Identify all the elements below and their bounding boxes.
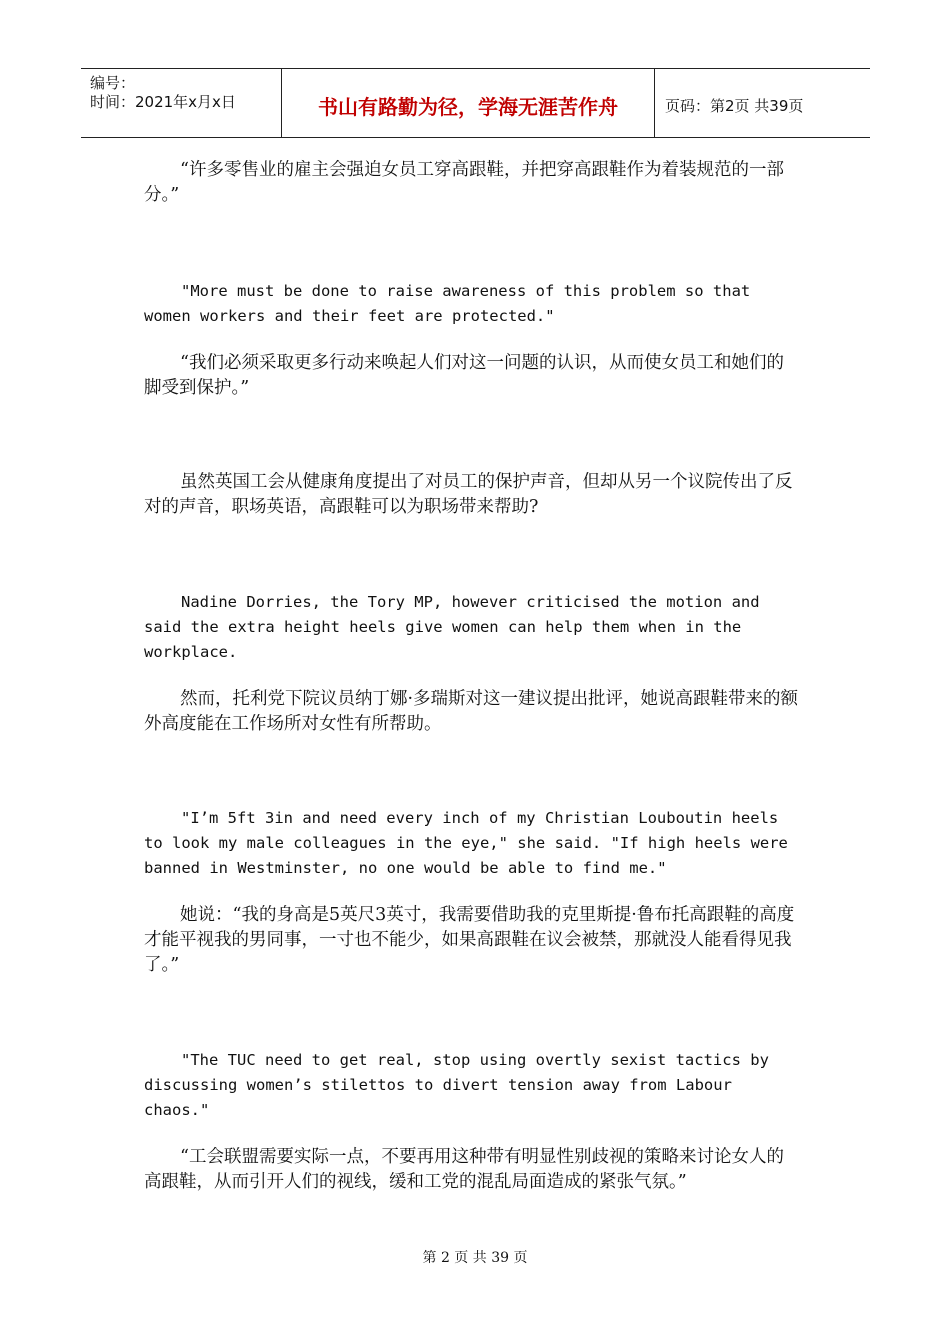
paragraph-zh: 她说：“我的身高是5英尺3英寸，我需要借助我的克里斯提·鲁布托高跟鞋的高度才能平视我的男同事，一寸也不能少，如果高跟鞋在议会被禁，那就没人能看得见我了。”: [144, 905, 795, 975]
header-motto: [282, 69, 655, 137]
paragraph-en: "More must be done to raise awareness of this problem so that women workers and their feet are protected.": [144, 282, 751, 325]
paragraph-zh: “我们必须采取更多行动来唤起人们对这一问题的认识，从而使女员工和她们的脚受到保护。”: [144, 353, 784, 398]
paragraph-zh: “许多零售业的雇主会强迫女员工穿高跟鞋，并把穿高跟鞋作为着装规范的一部分。”: [144, 160, 784, 205]
header-page-info: [655, 69, 870, 137]
paragraph-en: "The TUC need to get real, stop using overtly sexist tactics by discussing women’s stilettos to divert tension away from Labour chaos.": [144, 1051, 769, 1119]
paragraph-zh: 然而，托利党下院议员纳丁娜·多瑞斯对这一建议提出批评，她说高跟鞋带来的额外高度能在工作场所对女性有所帮助。: [144, 689, 799, 734]
header-meta: [81, 69, 282, 137]
page-footer: 第 2 页 共 39 页: [422, 1250, 528, 1266]
motto-text: 书山有路勤为径，学海无涯苦作舟: [318, 94, 618, 119]
page-header: [81, 68, 870, 138]
paragraph-zh: 虽然英国工会从健康角度提出了对员工的保护声音，但却从另一个议院传出了反对的声音，职场英语，高跟鞋可以为职场带来帮助?: [144, 472, 793, 517]
paragraph-zh: “工会联盟需要实际一点，不要再用这种带有明显性别歧视的策略来讨论女人的高跟鞋，从而引开人们的视线，缓和工党的混乱局面造成的紧张气氛。”: [144, 1147, 784, 1192]
paragraph-en: Nadine Dorries, the Tory MP, however criticised the motion and said the extra height heels give women can help them when in the workplace.: [144, 593, 760, 661]
paragraph-en: "I’m 5ft 3in and need every inch of my Christian Louboutin heels to look my male colleagues in the eye," she said. "If high heels were banned in Westminster, no one would be able to find me.": [144, 809, 788, 877]
number-label: 编号：: [90, 74, 136, 92]
time-label: 时间：2021年x月x日: [90, 93, 236, 111]
page-info-text: 页码：第2页 共39页: [665, 96, 804, 115]
